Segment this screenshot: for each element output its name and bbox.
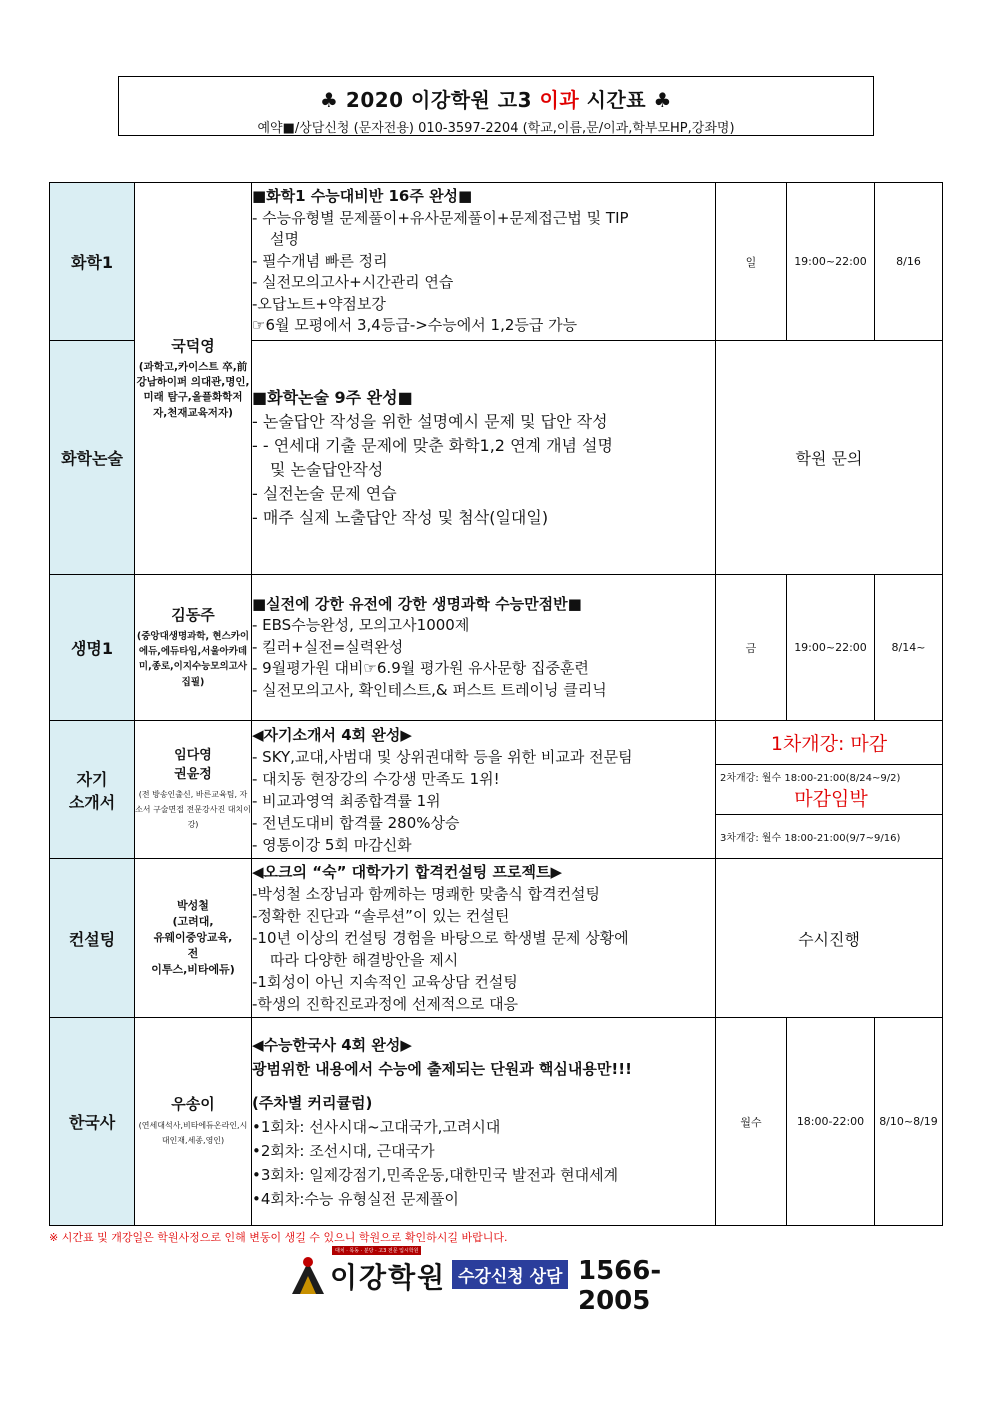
course-line: •1회차: 선사시대~고대국가,고려시대 [252, 1117, 501, 1136]
session2-cell [716, 765, 943, 815]
teacher-name: 우송이 [171, 1095, 215, 1114]
course-line: -오답노트+약점보강 [252, 294, 386, 313]
course-title: ◀자기소개서 4회 완성▶ [252, 725, 412, 744]
course-line: - 대치동 현장강의 수강생 만족도 1위! [252, 769, 500, 788]
row-chem1 [50, 183, 943, 341]
footer-note: ※ 시간표 및 개강일은 학원사정으로 인해 변동이 생길 수 있으니 학원으로 확인하시길 바랍니다. [49, 1231, 508, 1244]
teacher-name: 김동주 [171, 606, 215, 625]
teacher-cell [135, 575, 252, 721]
logo-phone: 1566-2005 [578, 1256, 662, 1316]
course-title: ■화학논술 9주 완성■ [252, 387, 413, 407]
course-line: - - 연세대 기출 문제에 맞춘 화학1,2 연계 개념 설명 [252, 435, 613, 455]
course-line: 광범위한 내용에서 수능에 출제되는 단원과 핵심내용만!!! [252, 1059, 632, 1078]
course-line: - EBS수능완성, 모의고사1000제 [252, 616, 470, 635]
course-line: - 킬러+실전=실력완성 [252, 637, 404, 656]
course-cell [252, 575, 716, 721]
course-line: 설명 [270, 230, 299, 249]
start-date-cell: 8/14~ [875, 575, 943, 721]
logo-name: 이강학원 [330, 1261, 447, 1294]
session2-text: 2차개강: 월수 18:00-21:00(8/24~9/2) [720, 772, 901, 784]
course-line: - 수능유형별 문제풀이+유사문제풀이+문제접근법 및 TIP [252, 208, 629, 227]
course-title: ■화학1 수능대비반 16주 완성■ [252, 187, 473, 206]
teacher-cell [135, 721, 252, 859]
course-cell [252, 721, 716, 859]
row-history [50, 1018, 943, 1226]
course-line: - 필수개념 빠른 정리 [252, 251, 388, 270]
subject-cell: 한국사 [50, 1018, 135, 1226]
teacher-cell: 박성철 (고려대, 유웨이중앙교육, 전 이투스,비타에듀) [135, 859, 252, 1018]
subject-cell: 화학1 [50, 183, 135, 341]
course-cell [252, 183, 716, 341]
teacher-desc: (전 방송인출신, 바른교육팀, 자소서 구술면접 전문강사진 대치이강) [135, 789, 251, 829]
spacer [252, 1081, 715, 1091]
academy-logo [288, 1248, 708, 1316]
course-title: ■실전에 강한 유전에 강한 생명과학 수능만점반■ [252, 594, 582, 613]
logo-tagline: 대치 · 목동 · 분당 · 고3 전문 입시학원 [332, 1246, 421, 1255]
teacher-name: 국덕영 [171, 337, 215, 356]
session2-status: 마감임박 [794, 787, 868, 810]
status-cell: 수시진행 [716, 859, 943, 1018]
course-line: -박성철 소장님과 함께하는 명쾌한 맞춤식 합격컨설팅 [252, 885, 601, 903]
start-date-cell: 8/16 [875, 183, 943, 341]
teacher-desc: (과학고,카이스트 卒,前강남하이퍼 의대관,명인,미래 탐구,올플화학저 자,천재교육저자) [136, 360, 250, 419]
course-cell [252, 341, 716, 575]
course-line: -학생의 진학진로과정에 선제적으로 대응 [252, 995, 519, 1013]
course-line: - 영통이강 5회 마감신화 [252, 835, 412, 854]
day-cell: 일 [716, 183, 787, 341]
inquiry-cell: 학원 문의 [716, 341, 943, 575]
start-date-cell: 8/10~8/19 [875, 1018, 943, 1226]
course-line: -10년 이상의 컨설팅 경험을 바탕으로 학생별 문제 상황에 [252, 929, 629, 947]
teacher-name: 임다영 권윤정 [174, 747, 212, 782]
course-title: ◀오크의 “숙” 대학가기 합격컨설팅 프로젝트▶ [252, 863, 563, 881]
subject-cell: 생명1 [50, 575, 135, 721]
schedule-table [49, 182, 943, 1226]
teacher-cell [135, 183, 252, 575]
teacher-desc: (중앙대생명과학, 현스카이에듀,에듀타임,서울아카데미,종로,이지수능모의고사집필) [136, 630, 250, 688]
time-cell: 18:00-22:00 [787, 1018, 875, 1226]
course-line: - 전년도대비 합격률 280%상승 [252, 813, 460, 832]
course-line: - SKY,교대,사범대 및 상위권대학 등을 위한 비교과 전문팀 [252, 747, 633, 766]
teacher-desc: (연세대석사,비타에듀온라인,시대인재,세종,영인) [138, 1121, 248, 1146]
day-cell: 월수 [716, 1018, 787, 1226]
course-line: - 9월평가원 대비☞6.9월 평가원 유사문항 집중훈련 [252, 659, 589, 678]
course-line: ☞6월 모평에서 3,4등급->수능에서 1,2등급 가능 [252, 316, 578, 335]
course-line: 따라 다양한 해결방안을 제시 [270, 951, 459, 969]
course-cell [252, 1018, 716, 1226]
course-line: - 실전모의고사, 확인테스트,& 퍼스트 트레이닝 클리닉 [252, 680, 607, 699]
subject-line: 자기 [76, 769, 108, 789]
session1-cell: 1차개강: 마감 [716, 721, 943, 765]
time-cell: 19:00~22:00 [787, 575, 875, 721]
course-line: -1회성이 아닌 지속적인 교육상담 컨설팅 [252, 973, 518, 991]
day-cell: 금 [716, 575, 787, 721]
course-title: ◀수능한국사 4회 완성▶ [252, 1035, 412, 1054]
course-line: - 논술답안 작성을 위한 설명예시 문제 및 답안 작성 [252, 411, 608, 431]
subject-cell: 화학논술 [50, 341, 135, 575]
row-essay [50, 721, 943, 765]
logo-banner: 수강신청 상담 [452, 1260, 568, 1289]
teacher-cell [135, 1018, 252, 1226]
course-line: •3회차: 일제강점기,민족운동,대한민국 발전과 현대세계 [252, 1165, 619, 1184]
course-line: - 비교과영역 최종합격률 1위 [252, 791, 441, 810]
schedule-header [118, 76, 874, 136]
title-highlight: 이과 [539, 88, 580, 112]
session3-cell: 3차개강: 월수 18:00-21:00(9/7~9/16) [716, 815, 943, 859]
course-cell [252, 859, 716, 1018]
subject-cell: 컨설팅 [50, 859, 135, 1018]
course-line: - 매주 실제 노출답안 작성 및 첨삭(일대일) [252, 507, 549, 527]
course-line: - 실전논술 문제 연습 [252, 483, 397, 503]
page-title: ♣ 2020 이강학원 고3 이과 시간표 ♣ [320, 88, 672, 112]
subject-cell [50, 721, 135, 859]
course-line: (주차별 커리큘럼) [252, 1093, 373, 1112]
logo-mark-icon [288, 1254, 328, 1296]
row-consult [50, 859, 943, 1018]
time-cell: 19:00~22:00 [787, 183, 875, 341]
contact-info: 예약■/상담신청 (문자전용) 010-3597-2204 (학교,이름,문/이과,학부모HP,강좌명) [257, 121, 735, 136]
course-line: - 실전모의고사+시간관리 연습 [252, 273, 454, 292]
subject-line: 소개서 [68, 792, 116, 812]
course-line: •2회차: 조선시대, 근대국가 [252, 1141, 435, 1160]
course-line: •4회차:수능 유형실전 문제풀이 [252, 1189, 459, 1208]
course-line: 및 논술답안작성 [270, 459, 384, 479]
row-bio1 [50, 575, 943, 721]
course-line: -정확한 진단과 “솔루션”이 있는 컨설틴 [252, 907, 510, 925]
